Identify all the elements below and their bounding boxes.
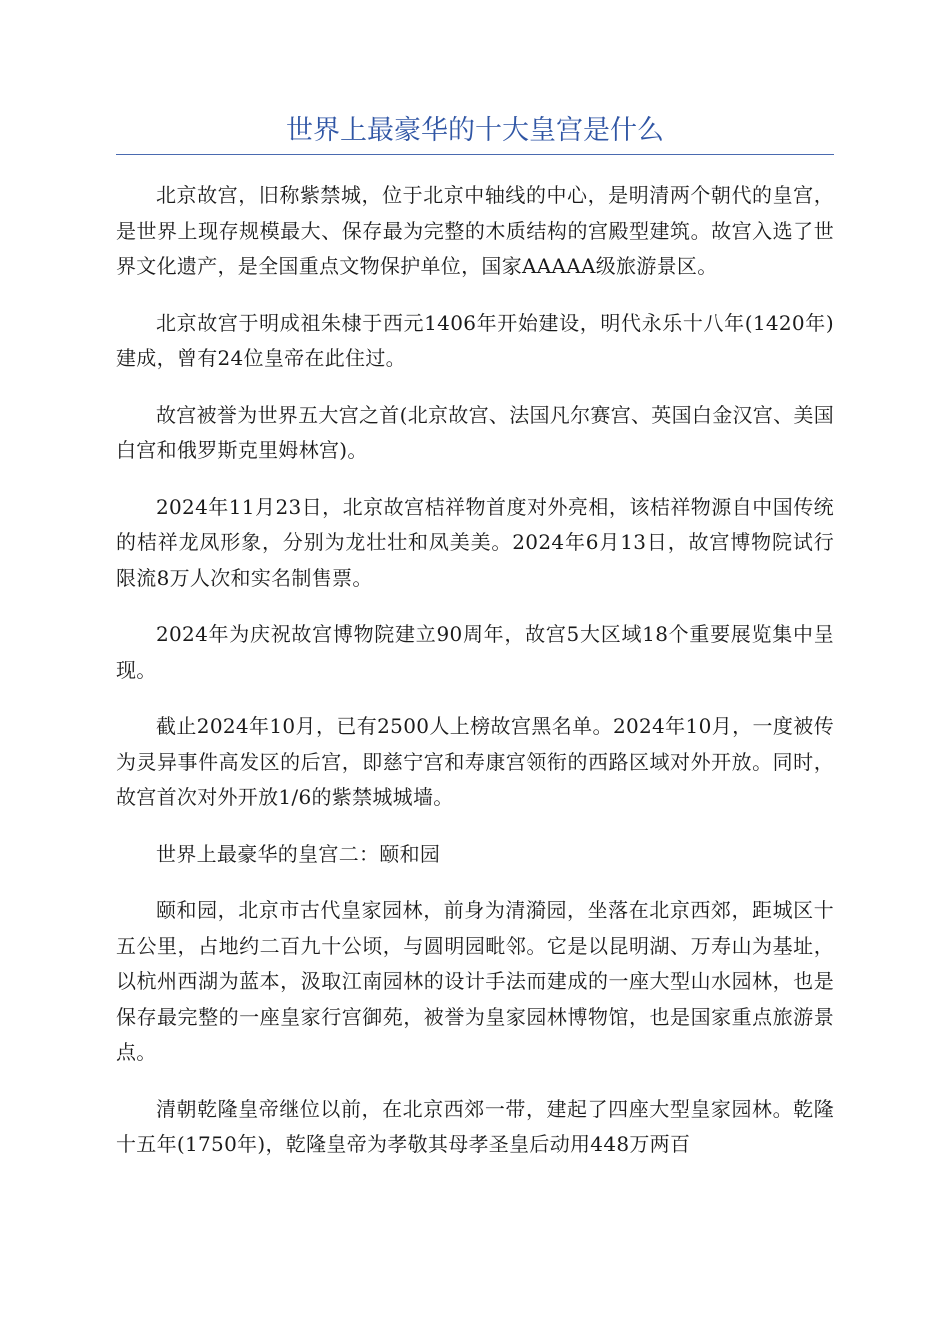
- paragraph-summer-palace-intro: 颐和园，北京市古代皇家园林，前身为清漪园，坐落在北京西郊，距城区十五公里，占地约二百九十公顷，与圆明园毗邻。它是以昆明湖、万寿山为基址，以杭州西湖为蓝本，汲取江南园林的设计手法而建成的一座大型山水园林，也是保存最完整的一座皇家行宫御苑，被誉为皇家园林博物馆，也是国家重点旅游景点。: [116, 898, 834, 1064]
- paragraph-blacklist: 截止2024年10月，已有2500人上榜故宫黑名单。2024年10月，一度被传为灵异事件高发区的后宫，即慈宁宫和寿康宫领衔的西路区域对外开放。同时，故宫首次对外开放1/6的紫禁城城墙。: [116, 714, 834, 809]
- title-underline: [116, 154, 834, 155]
- paragraph-qianlong: 清朝乾隆皇帝继位以前，在北京西郊一带，建起了四座大型皇家园林。乾隆十五年(1750年)，乾隆皇帝为孝敬其母孝圣皇后动用448万两百: [116, 1096, 834, 1156]
- paragraph-mascot: 2024年11月23日，北京故宫桔祥物首度对外亮相，该桔祥物源自中国传统的桔祥龙凤形象，分别为龙壮壮和凤美美。2024年6月13日，故宫博物院试行限流8万人次和实名制售票。: [116, 494, 834, 590]
- paragraph-five-palaces: 故宫被誉为世界五大宫之首(北京故宫、法国凡尔赛宫、英国白金汉宫、美国白宫和俄罗斯克里姆林宫)。: [116, 402, 835, 462]
- paragraph-forbidden-city-intro: 北京故宫，旧称紫禁城，位于北京中轴线的中心，是明清两个朝代的皇宫，是世界上现存规模最大、保存最为完整的木质结构的宫殿型建筑。故宫入选了世界文化遗产，是全国重点文物保护单位，国家AAAAA级旅游景区。: [116, 183, 834, 278]
- document-body: [116, 178, 834, 1184]
- section-heading-summer-palace: 世界上最豪华的皇宫二：颐和园: [156, 841, 441, 866]
- document-title: 世界上最豪华的十大皇宫是什么: [286, 115, 664, 146]
- paragraph-forbidden-city-history: 北京故宫于明成祖朱棣于西元1406年开始建设，明代永乐十八年(1420年)建成，曾有24位皇帝在此住过。: [116, 310, 834, 370]
- paragraph-anniversary: 2024年为庆祝故宫博物院建立90周年，故宫5大区域18个重要展览集中呈现。: [116, 622, 834, 682]
